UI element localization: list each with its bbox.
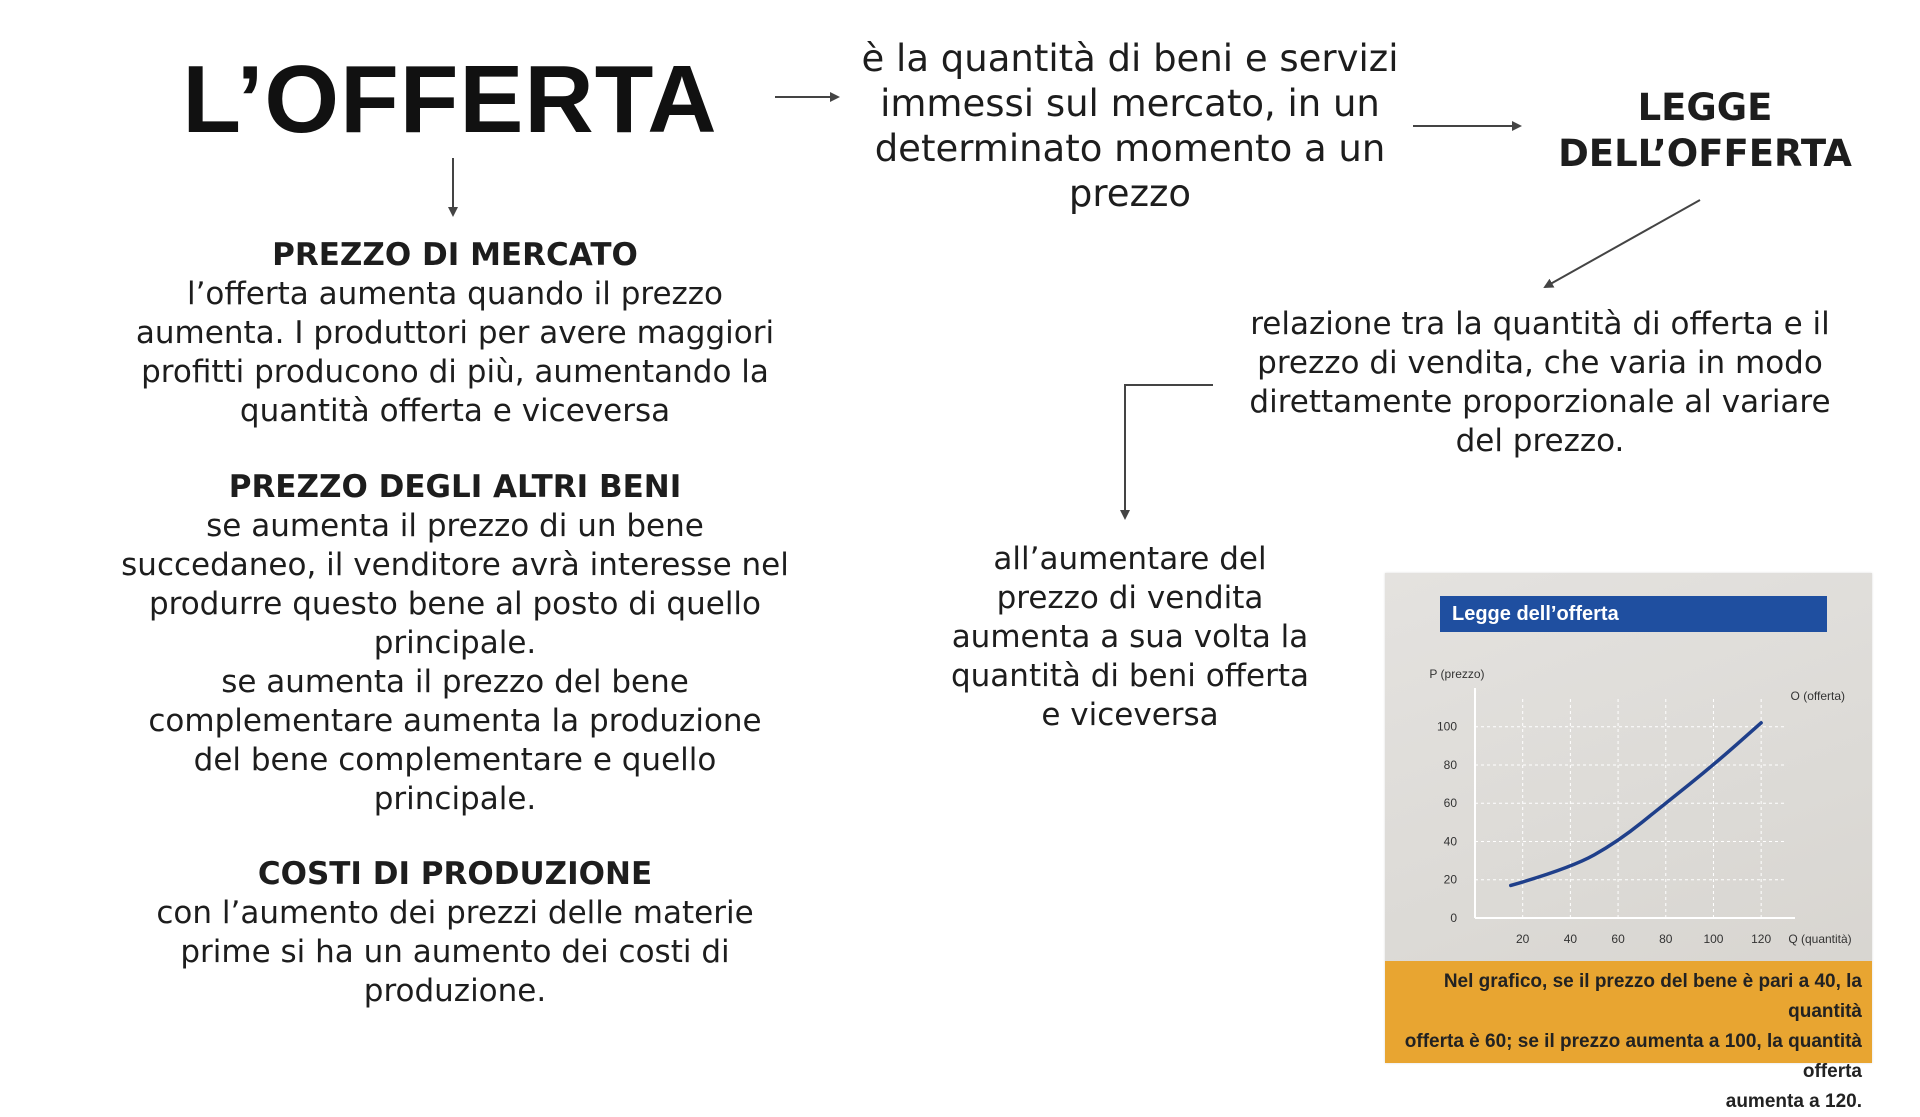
definition-text: è la quantità di beni e servizi immessi sul mercato, in un determinato momento a un prezzo bbox=[861, 37, 1399, 215]
section-line: profitti producono di più, aumentando la bbox=[141, 354, 769, 390]
caption-line: Nel grafico, se il prezzo del bene è pari a 40, la quantità bbox=[1443, 971, 1862, 1022]
chart-caption bbox=[1385, 961, 1872, 1112]
section-line: quantità offerta e viceversa bbox=[239, 393, 671, 429]
supply-chart bbox=[1385, 633, 1872, 963]
section-line: principale. bbox=[373, 625, 537, 661]
relazione-line: prezzo di vendita, che varia in modo bbox=[1257, 345, 1823, 381]
y-tick-label: 60 bbox=[1443, 796, 1457, 811]
supply-curve bbox=[1511, 723, 1761, 886]
aumentare-line: e viceversa bbox=[1041, 697, 1219, 733]
section-line: aumenta. I produttori per avere maggiori bbox=[135, 315, 775, 351]
x-tick-label: 80 bbox=[1659, 932, 1673, 946]
y-axis-label: P (prezzo) bbox=[1429, 667, 1485, 681]
x-axis-label: Q (quantità) bbox=[1788, 932, 1852, 946]
section-line: principale. bbox=[373, 781, 537, 817]
legge-line-2: DELL’OFFERTA bbox=[1558, 132, 1852, 175]
caption-line: offerta è 60; se il prezzo aumenta a 100, la quantità offerta bbox=[1404, 1031, 1862, 1082]
section-line: succedaneo, il venditore avrà interesse nel bbox=[121, 547, 789, 583]
y-tick-label: 80 bbox=[1443, 757, 1457, 772]
section-line: produzione. bbox=[363, 973, 547, 1009]
relazione-line: direttamente proporzionale al variare bbox=[1249, 384, 1831, 420]
x-tick-label: 120 bbox=[1751, 932, 1772, 946]
section-heading: PREZZO DI MERCATO bbox=[272, 237, 638, 273]
section-heading: COSTI DI PRODUZIONE bbox=[257, 856, 653, 892]
aumentare-line: quantità di beni offerta bbox=[950, 658, 1310, 694]
section-line: l’offerta aumenta quando il prezzo bbox=[186, 276, 724, 312]
caption-line: aumenta a 120. bbox=[1725, 1091, 1862, 1112]
y-tick-label: 40 bbox=[1443, 834, 1457, 849]
section-line: se aumenta il prezzo del bene bbox=[221, 664, 689, 700]
x-tick-label: 60 bbox=[1611, 932, 1625, 946]
x-tick-label: 20 bbox=[1516, 932, 1530, 946]
relazione-line: relazione tra la quantità di offerta e il bbox=[1250, 306, 1830, 342]
y-tick-label: 0 bbox=[1450, 911, 1457, 925]
aumentare-line: all’aumentare del bbox=[993, 541, 1267, 577]
aumentare-line: prezzo di vendita bbox=[996, 580, 1264, 616]
section-heading: PREZZO DEGLI ALTRI BENI bbox=[228, 469, 682, 505]
section-line: prime si ha un aumento dei costi di bbox=[180, 934, 730, 970]
section-line: produrre questo bene al posto di quello bbox=[148, 586, 762, 622]
chart-photo bbox=[1385, 573, 1872, 1112]
section-line: con l’aumento dei prezzi delle materie bbox=[156, 895, 754, 931]
page-title: L’OFFERTA bbox=[182, 46, 718, 153]
chart-title: Legge dell’offerta bbox=[1440, 596, 1827, 632]
arrow-relazione-to-aumentare bbox=[1125, 385, 1213, 518]
x-tick-label: 40 bbox=[1563, 932, 1578, 946]
relazione-line: del prezzo. bbox=[1455, 423, 1625, 459]
y-tick-label: 20 bbox=[1443, 872, 1457, 887]
x-tick-label: 100 bbox=[1703, 932, 1724, 946]
aumentare-line: aumenta a sua volta la bbox=[951, 619, 1309, 655]
section-line: complementare aumenta la produzione bbox=[148, 703, 762, 739]
legge-line-1: LEGGE bbox=[1637, 86, 1773, 129]
series-label: O (offerta) bbox=[1790, 689, 1845, 703]
section-line: del bene complementare e quello bbox=[193, 742, 717, 778]
section-line: se aumenta il prezzo di un bene bbox=[206, 508, 704, 544]
y-tick-label: 100 bbox=[1436, 719, 1457, 734]
arrow-legge-to-relazione bbox=[1545, 200, 1700, 287]
